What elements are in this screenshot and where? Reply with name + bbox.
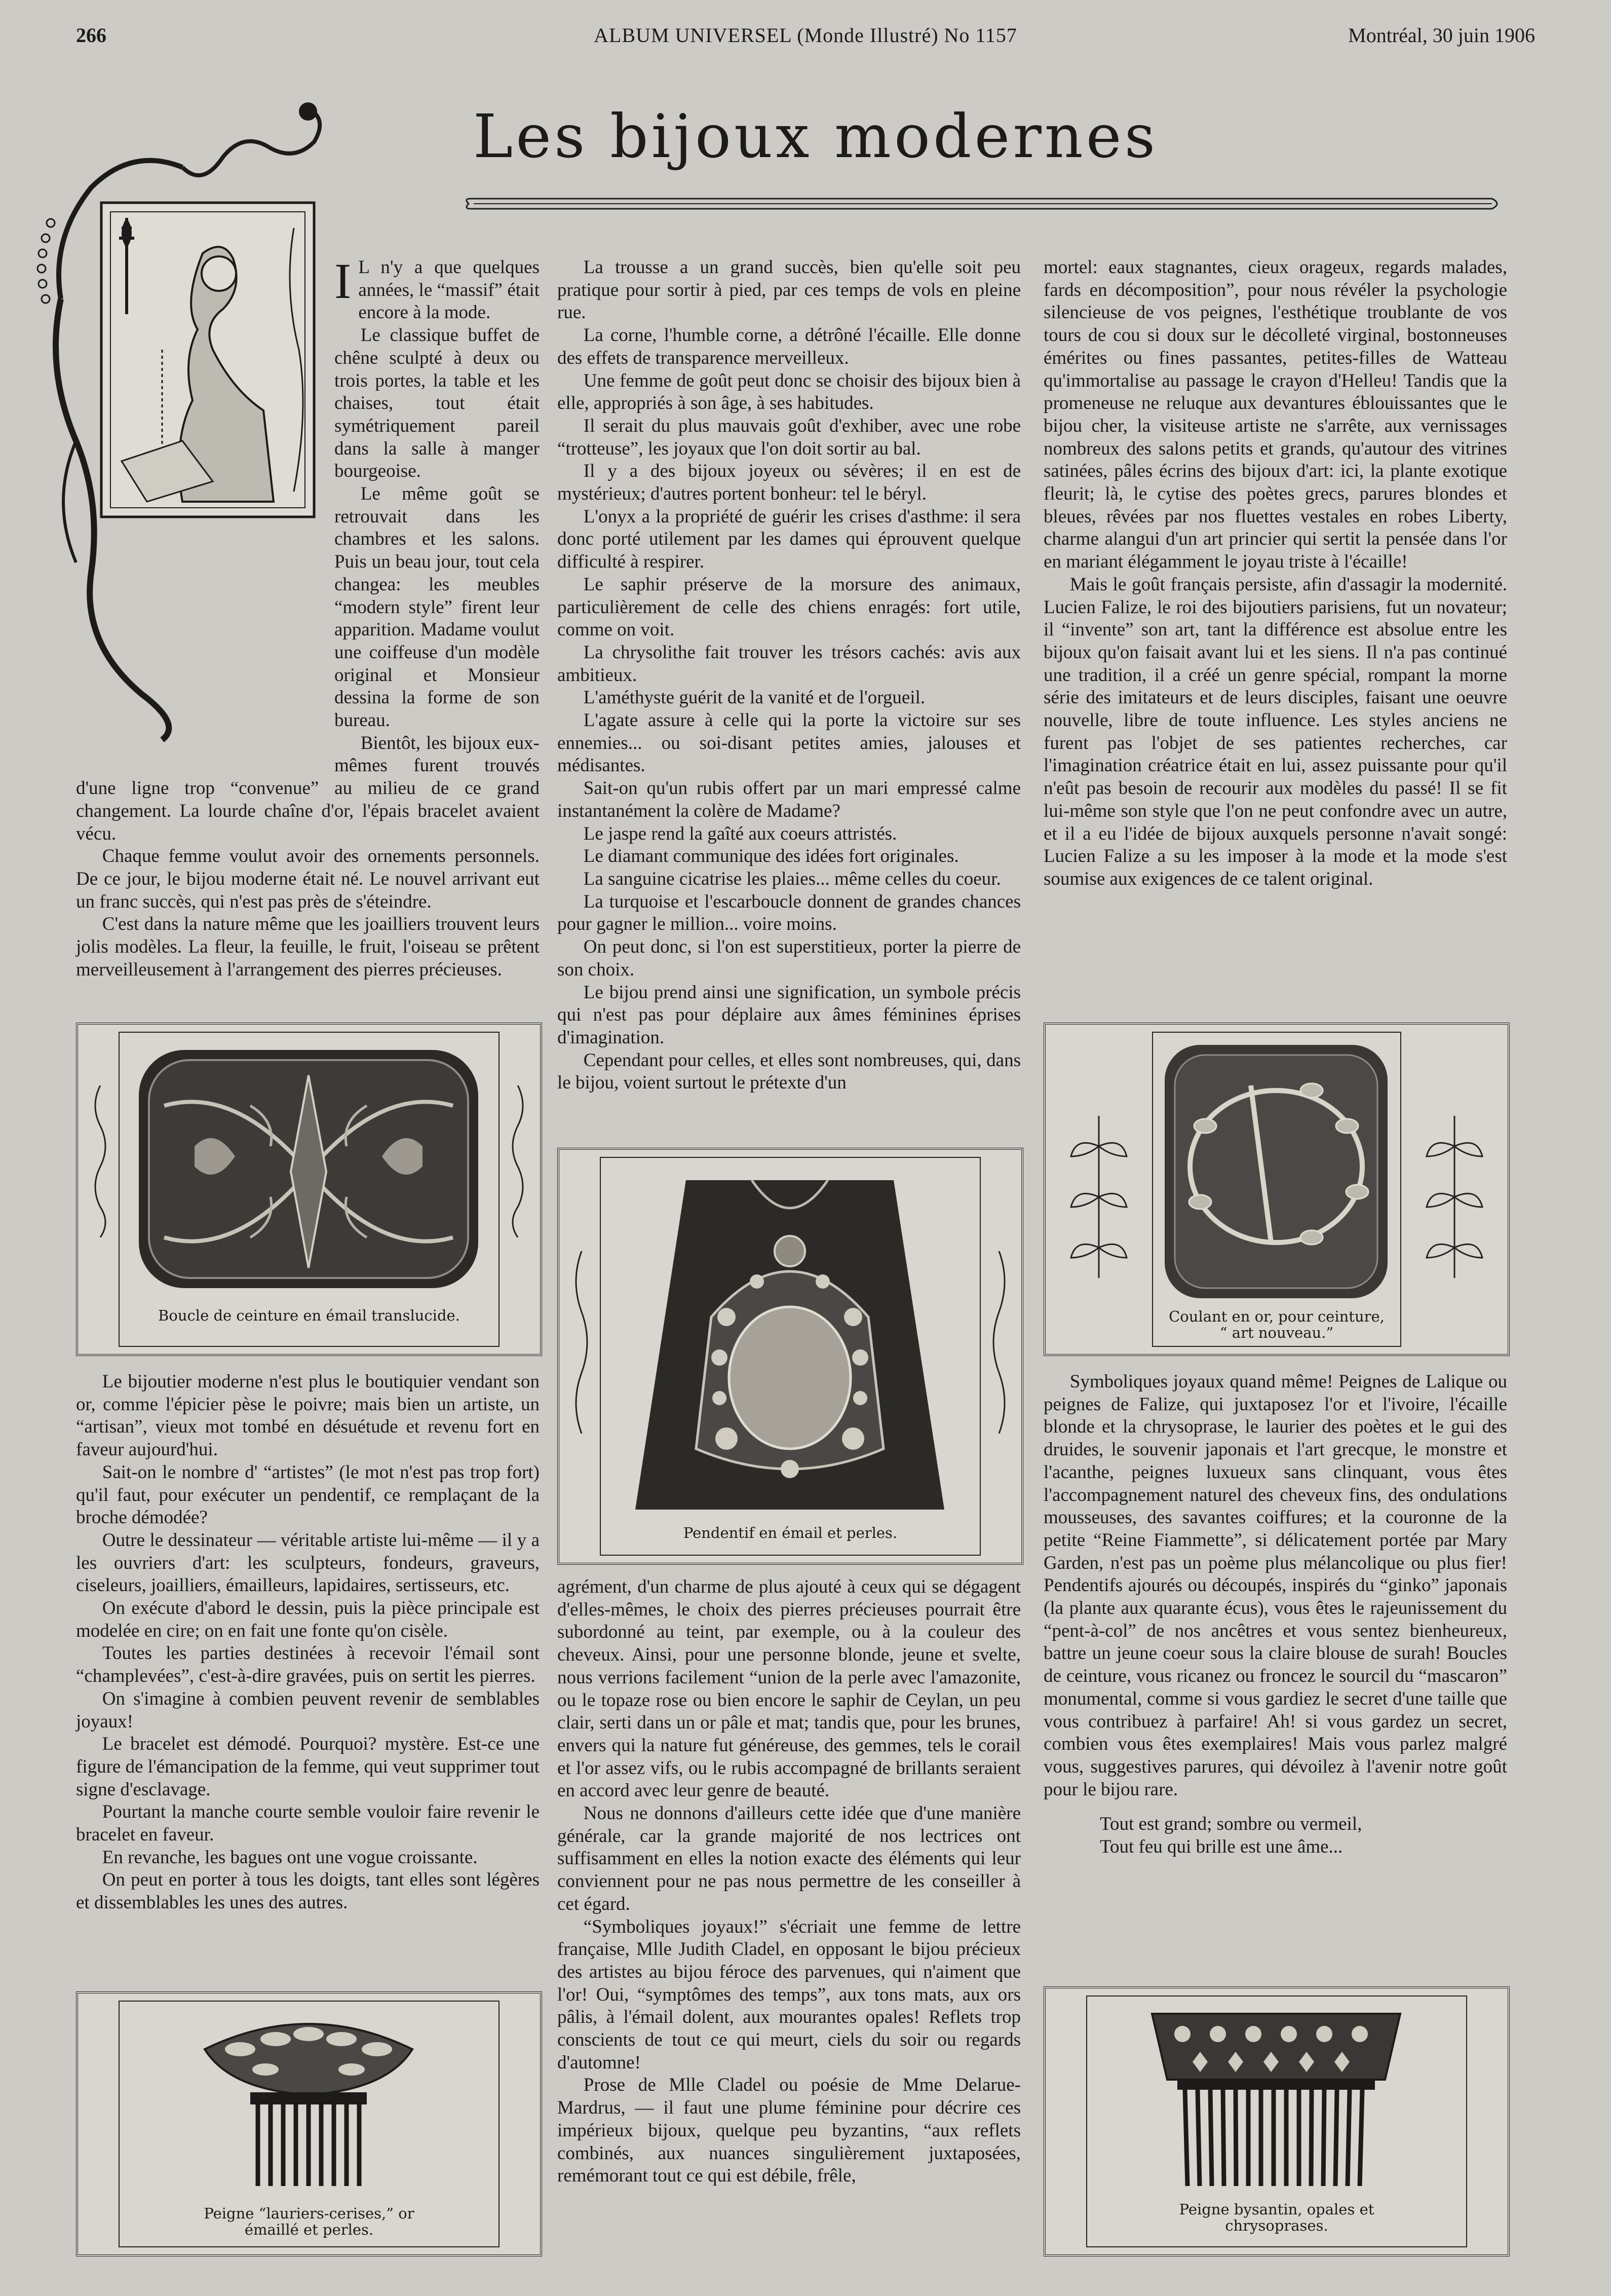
title-rule: [464, 197, 1502, 211]
pendant-illustration: [620, 1165, 960, 1520]
belt-buckle-illustration: [134, 1045, 483, 1298]
paragraph: Le classique buffet de chêne sculpté à deux ou trois portes, la table et les chaises, tout était symétriquement pareil dans la salle à manger bourgeoise.: [334, 325, 540, 482]
figure-comb-cherries: [76, 1991, 542, 2256]
paragraph: La chrysolithe fait trouver les trésors cachés: avis aux ambitieux.: [557, 642, 1021, 686]
paragraph: Le bracelet est démodé. Pourquoi? mystère. Est-ce une figure de l'émancipation de la femme, qui veut supprimer tout signe d'esclavage.: [76, 1734, 540, 1800]
floral-border-left: [90, 1085, 110, 1237]
drop-cap: I: [334, 253, 352, 309]
paragraph: On s'imagine à combien peuvent revenir de semblables joyaux!: [76, 1688, 540, 1732]
caption-comb-byzantine: Peigne bysantin, opales et chrysoprases.: [1179, 2201, 1374, 2234]
comb-byzantine-illustration: [1147, 2004, 1405, 2196]
floral-border-left: [570, 1251, 593, 1434]
paragraph: L'onyx a la propriété de guérir les crises d'asthme: il sera donc porté utilement par les dames qui éprouvent quelque difficulté à respirer.: [557, 506, 1021, 573]
paragraph: Le même goût se retrouvait dans les chambres et les salons. Puis un beau jour, tout cela changea: les meubles “modern style” firent leur apparition. Madame voulut une coiffeuse d'un modèle original et Monsieur dessina la forme de son bureau.: [334, 483, 540, 731]
verse-line: Tout feu qui brille est une âme...: [1100, 1836, 1343, 1858]
article-title: Les bijoux modernes: [473, 101, 1159, 171]
figure-comb-byzantine: [1044, 1986, 1510, 2256]
paragraph: agrément, d'un charme de plus ajouté à ceux qui se dégagent d'elles-mêmes, le choix des pierres précieuses pourrait être subordonné au teint, par exemple, ou à la couleur des cheveux. Ainsi, pour une personne blonde, jeune et svelte, nous verrions facilement “union de la perle avec l'amazonite, ou le topaze rose ou bien encore le saphir de Ceylan, un peu clair, serti dans un or pâle et mat; tandis que, pour les brunes, envers qui la nature fut généreuse, des gemmes, tels le corail et l'or assez vifs, ou le rubis accompagné de brillants seraient en accord avec leur genre de beauté.: [557, 1576, 1021, 1801]
paragraph: C'est dans la nature même que les joailliers trouvent leurs jolis modèles. La fleur, la feuille, le fruit, l'oiseau se prêtent merveilleusement à l'arrangement des pierres précieuses.: [76, 914, 540, 980]
paragraph: Symboliques joyaux quand même! Peignes de Lalique ou peignes de Falize, qui juxtaposez l'or et l'ivoire, l'écaille blonde et la chrysoprase, le laurier des poètes et le gui des druides, le souvenir japonais et l'art grecque, le monstre et l'acanthe, peignes luxueux sans clinquant, vous êtes l'accompagnement naturel des cheveux fins, des ondulations mousseuses, des savantes coiffures; et la couronne de la petite “Reine Fiammette”, si délicatement portée par Mary Garden, n'est pas un poème plus mélancolique ou plus fier! Pendentifs ajourés ou découpés, inspirés du “ginko” japonais (la plante aux quarante écus), vous êtes le rajeunissement du “pent-à-col” de nos ancêtres et vous sentez bienheureux, battre un jeune coeur sous la claire blouse de surah! Boucles de ceinture, vous ricanez ou froncez le sourcil du “mascaron” monumental, comme si vous gardiez le secret d'une taille que vous contribuez à parfaire! Ah! si vous gardez un secret, combien vous êtes exemplaires! Mais vous parlez malgré vous, suggestives parures, qui dévoilez à l'avenir notre goût pour le bijou rare.: [1044, 1371, 1507, 1800]
floral-border-right: [1422, 1116, 1487, 1278]
paragraph: Une femme de goût peut donc se choisir des bijoux bien à elle, appropriés à son âge, à ses habitudes.: [557, 370, 1021, 414]
paragraph: Le jaspe rend la gaîté aux coeurs attristés.: [583, 823, 897, 844]
paragraph: Bientôt, les bijoux eux-mêmes furent trouvés d'une ligne trop “convenue” au milieu de ce grand changement. La lourde chaîne d'or, l'épais bracelet avaient vécu.: [76, 732, 540, 844]
paragraph: En revanche, les bagues ont une vogue croissante.: [102, 1847, 478, 1868]
figure-buckle: [76, 1023, 542, 1356]
paragraph: Outre le dessinateur — véritable artiste lui-même — il y a les ouvriers d'art: les sculpteurs, fondeurs, graveurs, ciseleurs, joailliers, émailleurs, lapidaires, sertisseurs, etc.: [76, 1529, 540, 1596]
paragraph: La trousse a un grand succès, bien qu'elle soit peu pratique pour sortir à pied, par ces temps de vols en pleine rue.: [557, 257, 1021, 323]
paragraph: mortel: eaux stagnantes, cieux orageux, regards malades, fards en décomposition”, pour nous révéler la psychologie silencieuse de vos peignes, l'esthétique troublante de vos tours de cou si doux sur le décolleté virginal, bostonneuses émérites ou fines passantes, petites-filles de Watteau qu'immortalise au passage le crayon d'Helleu! Tandis que la promeneuse ne reluque aux devantures éblouissantes que le bijou cher, la visiteuse artiste ne s'arrête, aux vernissages nombreux des salons petits et grands, qu'autour des vitrines satinées, pâles écrins des bijoux d'art: ici, la plante exotique fleurit; là, le cytise des poètes grecs, parures blondes et bleues, rêvées par nos fluettes vestales en robes Liberty, charme alangui d'un art princier qui sertit la pensée dans l'or en mariant élégamment le joyau triste à l'écaille!: [1044, 257, 1507, 573]
caption-pendant: Pendentif en émail et perles.: [683, 1524, 898, 1541]
floral-border-right: [988, 1251, 1010, 1434]
coulant-illustration: [1160, 1040, 1393, 1303]
caption-buckle: Boucle de ceinture en émail translucide.: [158, 1307, 460, 1324]
paragraph: On peut en porter à tous les doigts, tant elles sont légères et dissemblables les unes des autres.: [76, 1869, 540, 1913]
column-1-lower: [76, 1371, 540, 1914]
paragraph: Mais le goût français persiste, afin d'assagir la modernité. Lucien Falize, le roi des bijoutiers parisiens, fut un novateur; il “invente” son art, tant la différence est absolue entre les bijoux qu'on faisait avant lui et les siens. Il n'a pas continué une tradition, il a créé un genre spécial, rompant la morne série des imitateurs et de leurs disciples, faisant une oeuvre nouvelle, libre de toute influence. Les styles anciens ne furent pas l'objet de ses patientes recherches, car l'imagination créatrice était en lui, assez puissante pour qu'il n'eût pas besoin de recourir aux modèles du passé! Il se fit lui-même son style que l'on ne peut confondre avec un autre, et il a eu l'idée de bijoux auxquels personne n'avait songé: Lucien Falize a su les imposer à la mode et la mode s'est soumise aux exigences de ce talent original.: [1044, 574, 1507, 889]
paragraph: Le bijoutier moderne n'est plus le boutiquier vendant son or, comme l'épicier pèse le poivre; mais bien un artiste, un “artisan”, vieux mot tombé en désuétude et revenu fort en faveur aujourd'hui.: [76, 1371, 540, 1460]
column-3-lower: [1044, 1371, 1507, 1859]
paragraph: L'agate assure à celle qui la porte la victoire sur ses ennemies... ou soi-disant petites amies, jalouses et médisantes.: [557, 710, 1021, 776]
paragraph: Toutes les parties destinées à recevoir l'émail sont “champlevées”, c'est-à-dire gravées, puis on sertit les pierres.: [76, 1643, 540, 1687]
publication-title: ALBUM UNIVERSEL (Monde Illustré) No 1157: [594, 24, 1017, 47]
figure-pendant: [557, 1148, 1023, 1565]
column-3-upper: [1044, 256, 1507, 891]
paragraph: La turquoise et l'escarboucle donnent de grandes chances pour gagner le million... voire moins.: [557, 891, 1021, 935]
figure-coulant: [1044, 1023, 1510, 1356]
paragraph: On exécute d'abord le dessin, puis la pièce principale est modelée en cire; on en fait une fonte qu'on cisèle.: [76, 1598, 540, 1641]
paragraph: Nous ne donnons d'ailleurs cette idée que d'une manière générale, car la grande majorité de nos lectrices ont suffisamment en elles la notion exacte des éléments qui leur conviennent pour ne pas nous permettre de les conseiller à cet égard.: [557, 1803, 1021, 1914]
paragraph: “Symboliques joyaux!” s'écriait une femme de lettre française, Mlle Judith Cladel, en opposant le bijou précieux des artistes au bijou féroce des parvenues, qui n'aiment que l'or! Oui, “symptômes des temps”, aux tons mats, aux ors pâlis, à l'émail dolent, aux mourantes opales! Reflets trop conscients de tout ce qui meurt, ciels du soir ou regards d'automne!: [557, 1916, 1021, 2073]
paragraph: Cependant pour celles, et elles sont nombreuses, qui, dans le bijou, voient surtout le prétexte d'un: [557, 1049, 1021, 1094]
paragraph: Sait-on le nombre d' “artistes” (le mot n'est pas trop fort) qu'il faut, pour exécuter un pendentif, ce remplaçant de la broche démodée?: [76, 1461, 540, 1528]
paragraph: Le saphir préserve de la morsure des animaux, particulièrement de celle des chiens enragés: fort utile, comme on voit.: [557, 574, 1021, 641]
caption-coulant: Coulant en or, pour ceinture, “ art nouveau.”: [1169, 1308, 1385, 1341]
paragraph: Il serait du plus mauvais goût d'exhiber, avec une robe “trotteuse”, les joyaux que l'on doit sortir au bal.: [557, 415, 1021, 459]
column-2-upper: [557, 256, 1021, 1095]
paragraph: On peut donc, si l'on est superstitieux, porter la pierre de son choix.: [557, 936, 1021, 980]
floral-border-left: [1066, 1116, 1132, 1278]
paragraph: Pourtant la manche courte semble vouloir faire revenir le bracelet en faveur.: [76, 1801, 540, 1846]
column-2-lower: [557, 1576, 1021, 2188]
column-1-upper: [76, 253, 540, 982]
paragraph: L'améthyste guérit de la vanité et de l'orgueil.: [583, 687, 926, 708]
comb-cherries-illustration: [195, 2009, 423, 2196]
paragraph: Prose de Mlle Cladel ou poésie de Mme Delarue-Mardrus, — il faut une plume féminine pour décrire ces impérieux bijoux, quelque peu byzantins, “aux reflets combinés, aux nuances singulièrement juxtaposées, remémorant tout ce qui est débile, frêle,: [557, 2075, 1021, 2187]
paragraph: Sait-on qu'un rubis offert par un mari empressé calme instantanément la colère de Madame?: [557, 778, 1021, 821]
page-header: [76, 23, 1535, 54]
paragraph: La sanguine cicatrise les plaies... même celles du coeur.: [583, 868, 1001, 889]
paragraph: Il y a des bijoux joyeux ou sévères; il en est de mystérieux; d'autres portent bonheur: tel le béryl.: [557, 461, 1021, 505]
issue-date: Montréal, 30 juin 1906: [1348, 24, 1535, 47]
paragraph: I L n'y a que quelques années, le “massif” était encore à la mode.: [334, 253, 540, 323]
page-number: 266: [76, 24, 106, 47]
paragraph: Chaque femme voulut avoir des ornements personnels. De ce jour, le bijou moderne était né. Le nouvel arrivant eut un franc succès, qui n'est pas près de s'éteindre.: [76, 846, 540, 912]
floral-border-right: [508, 1085, 528, 1237]
verse-line: Tout est grand; sombre ou vermeil,: [1100, 1814, 1362, 1835]
paragraph: La corne, l'humble corne, a détrôné l'écaille. Elle donne des effets de transparence merveilleux.: [557, 325, 1021, 368]
caption-comb-cherries: Peigne “lauriers-cerises,” or émaillé et perles.: [204, 2205, 414, 2238]
paragraph: Le bijou prend ainsi une signification, un symbole précis qui n'est pas pour déplaire aux âmes féminines éprises d'imagination.: [557, 982, 1021, 1048]
paragraph: Le diamant communique des idées fort originales.: [583, 846, 959, 867]
